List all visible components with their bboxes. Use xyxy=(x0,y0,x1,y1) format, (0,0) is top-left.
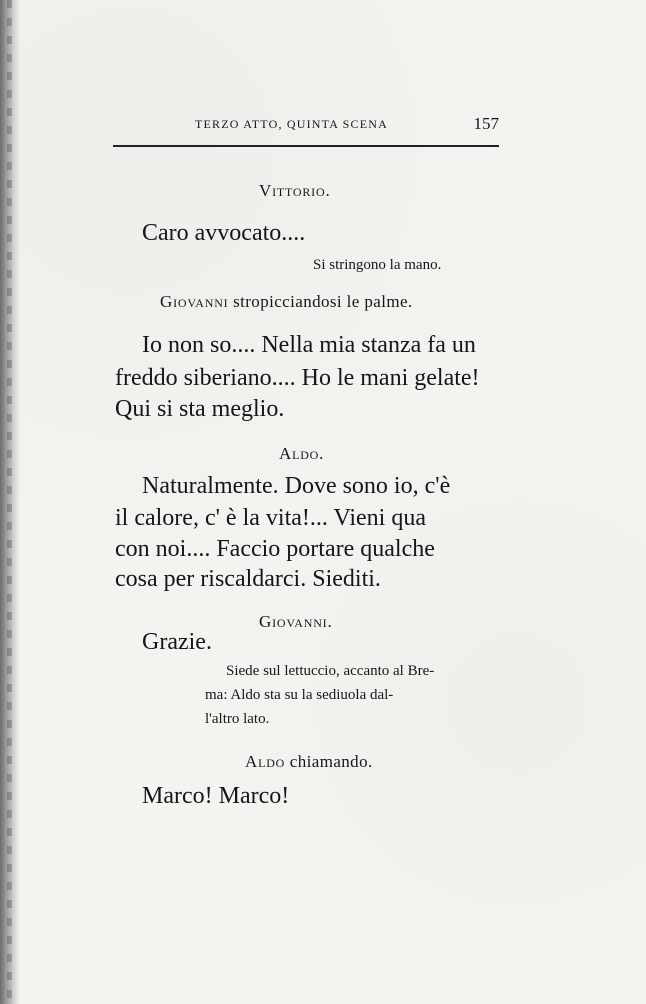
binding-shadow xyxy=(7,0,12,1004)
speaker-giovanni-with-action xyxy=(160,292,413,312)
header-title: TERZO ATTO, QUINTA SCENA xyxy=(195,117,388,131)
speaker-name-giovanni: Giovanni xyxy=(160,292,229,311)
speech-giovanni-line-3: Qui si sta meglio. xyxy=(115,396,285,422)
speech-aldo-line-2-text: il calore, c' è la vita!... Vieni qua xyxy=(115,505,426,531)
stage-direction-sitting-line-1 xyxy=(226,663,498,680)
speech-aldo-line-4: cosa per riscaldarci. Siediti. xyxy=(115,566,381,592)
speech-aldo-calling: Marco! Marco! xyxy=(142,783,290,809)
speech-giovanni-line-2: freddo siberiano.... Ho le mani gelate! xyxy=(115,365,480,391)
speaker-vittorio: Vittorio. xyxy=(259,181,331,200)
speaker-name-aldo: Aldo xyxy=(245,752,286,771)
speaker-action-giovanni: stropicciandosi le palme. xyxy=(233,292,413,311)
page-number: 157 xyxy=(473,114,499,133)
speaker-action-aldo: chiamando. xyxy=(289,752,373,771)
stage-direction-handshake: Si stringono la mano. xyxy=(313,257,442,273)
speech-aldo-line-1 xyxy=(142,474,498,498)
speaker-giovanni-second: Giovanni. xyxy=(259,612,333,631)
speech-aldo-line-1-text: Naturalmente. Dove sono io, c'è xyxy=(142,473,451,499)
stage-direction-sitting-line-2-text: ma: Aldo sta su la sediuola dal- xyxy=(205,687,394,703)
speaker-aldo-first: Aldo. xyxy=(279,444,325,463)
stage-direction-sitting-line-3: l'altro lato. xyxy=(205,711,270,727)
speech-vittorio: Caro avvocato.... xyxy=(142,220,306,246)
header-rule xyxy=(113,145,499,147)
stage-direction-sitting-line-1-text: Siede sul lettuccio, accanto al Bre- xyxy=(226,663,435,679)
speech-aldo-line-3 xyxy=(115,537,498,561)
speech-aldo-line-2 xyxy=(115,506,498,530)
speech-giovanni-line-1: Io non so.... Nella mia stanza fa un xyxy=(142,332,476,358)
stage-direction-sitting-line-2 xyxy=(205,687,498,704)
speaker-aldo-with-action xyxy=(245,752,373,772)
running-header xyxy=(113,114,499,137)
speech-giovanni-thanks: Grazie. xyxy=(142,629,212,655)
speech-aldo-line-3-text: con noi.... Faccio portare qualche xyxy=(115,536,435,562)
